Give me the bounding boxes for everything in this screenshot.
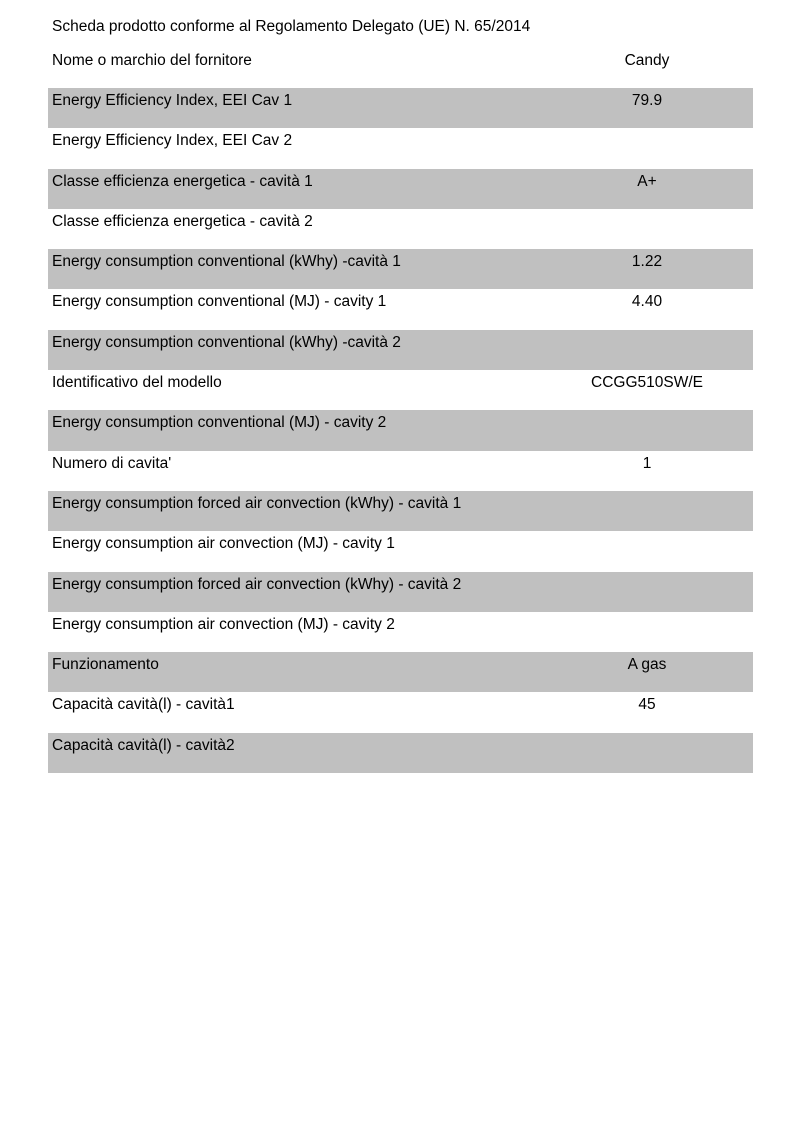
row-label-air-mj-cav2: Energy consumption air convection (MJ) - cavity 2 bbox=[52, 615, 395, 633]
product-data-table bbox=[48, 48, 753, 773]
table-row bbox=[48, 370, 753, 410]
table-row bbox=[48, 652, 753, 692]
row-label-forced-kwh-cav2: Energy consumption forced air convection (kWhy) - cavità 2 bbox=[52, 575, 462, 593]
row-value-model-id: CCGG510SW/E bbox=[591, 374, 703, 392]
row-label-conv-mj-cav2: Energy consumption conventional (MJ) - cavity 2 bbox=[52, 414, 387, 432]
document-title: Scheda prodotto conforme al Regolamento Delegato (UE) N. 65/2014 bbox=[52, 18, 531, 35]
row-value-supplier: Candy bbox=[624, 52, 670, 69]
table-row bbox=[48, 249, 753, 289]
row-label-cavity-count: Numero di cavita' bbox=[52, 454, 172, 472]
row-value-energy-class-cav1: A+ bbox=[637, 172, 657, 190]
table-row bbox=[48, 410, 753, 450]
row-label-energy-class-cav1: Classe efficienza energetica - cavità 1 bbox=[52, 172, 313, 190]
row-label-supplier: Nome o marchio del fornitore bbox=[52, 52, 252, 69]
row-label-conv-kwh-cav1: Energy consumption conventional (kWhy) -cavità 1 bbox=[52, 253, 401, 271]
table-row bbox=[48, 209, 753, 249]
row-value-conv-mj-cav1: 4.40 bbox=[631, 293, 663, 311]
table-row bbox=[48, 169, 753, 209]
row-label-air-mj-cav1: Energy consumption air convection (MJ) - cavity 1 bbox=[52, 535, 395, 553]
table-row bbox=[48, 733, 753, 773]
table-row bbox=[48, 572, 753, 612]
row-label-operation: Funzionamento bbox=[52, 656, 159, 674]
row-label-energy-class-cav2: Classe efficienza energetica - cavità 2 bbox=[52, 212, 313, 230]
row-label-forced-kwh-cav1: Energy consumption forced air convection (kWhy) - cavità 1 bbox=[52, 494, 462, 512]
row-label-capacity-cav2: Capacità cavità(l) - cavità2 bbox=[52, 736, 235, 754]
row-label-conv-mj-cav1: Energy consumption conventional (MJ) - cavity 1 bbox=[52, 293, 387, 311]
table-row bbox=[48, 128, 753, 168]
table-row bbox=[48, 531, 753, 571]
table-row bbox=[48, 289, 753, 329]
row-value-operation: A gas bbox=[627, 656, 667, 674]
row-value-eei-cav1: 79.9 bbox=[631, 92, 663, 109]
row-label-capacity-cav1: Capacità cavità(l) - cavità1 bbox=[52, 696, 235, 714]
row-label-eei-cav2: Energy Efficiency Index, EEI Cav 2 bbox=[52, 132, 293, 150]
table-row bbox=[48, 330, 753, 370]
table-row bbox=[48, 48, 753, 88]
row-label-eei-cav1: Energy Efficiency Index, EEI Cav 1 bbox=[52, 92, 293, 109]
row-label-model-id: Identificativo del modello bbox=[52, 374, 222, 392]
row-value-cavity-count: 1 bbox=[642, 454, 652, 472]
table-row bbox=[48, 612, 753, 652]
table-row bbox=[48, 451, 753, 491]
row-value-capacity-cav1: 45 bbox=[638, 696, 656, 714]
row-value-conv-kwh-cav1: 1.22 bbox=[631, 253, 663, 271]
row-label-conv-kwh-cav2: Energy consumption conventional (kWhy) -cavità 2 bbox=[52, 333, 401, 351]
table-row bbox=[48, 88, 753, 128]
table-row bbox=[48, 491, 753, 531]
table-row bbox=[48, 692, 753, 732]
